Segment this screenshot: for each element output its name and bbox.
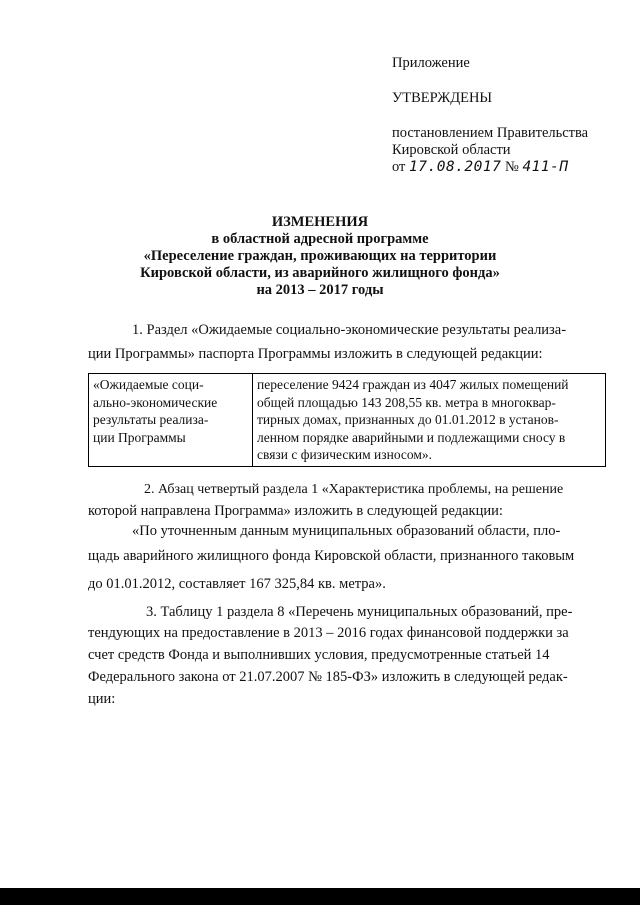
cell-line: переселение 9424 граждан из 4047 жилых помещений <box>257 377 569 392</box>
item-2-line-1: 2. Абзац четвертый раздела 1 «Характеристика проблемы, на решение <box>144 482 564 497</box>
cell-line: тирных домах, признанных до 01.01.2012 в установ- <box>257 412 559 427</box>
decree-date-line <box>392 159 569 176</box>
doc-title: ИЗМЕНЕНИЯ <box>271 214 369 230</box>
item-2-quote-line-2: щадь аварийного жилищного фонда Кировской области, признанного таковым <box>88 548 575 564</box>
approved-label: УТВЕРЖДЕНЫ <box>392 90 493 106</box>
decree-number-sign: № <box>504 159 519 175</box>
decree-prefix: от <box>392 159 406 175</box>
item-3-line-5: ции: <box>88 691 116 707</box>
results-table <box>88 373 606 467</box>
item-1-line-2: ции Программы» паспорта Программы изложить в следующей редакции: <box>88 346 543 362</box>
item-2-quote-line-3: до 01.01.2012, составляет 167 325,84 кв. метра». <box>88 576 386 592</box>
cell-line: общей площадью 143 208,55 кв. метра в многоквар- <box>257 394 556 410</box>
cell-line: ленном порядке аварийными и подлежащими сносу в <box>257 429 566 445</box>
appendix-label: Приложение <box>392 55 470 71</box>
cell-line: связи с физическим износом». <box>257 447 433 462</box>
decree-line-1: постановлением Правительства <box>392 125 589 141</box>
item-3-line-3: счет средств Фонда и выполнивших условия, предусмотренные статьей 14 <box>88 647 550 663</box>
cell-line: ально-экономические <box>93 394 218 410</box>
decree-number: 411-П <box>522 159 569 175</box>
cell-line: «Ожидаемые соци- <box>93 377 204 392</box>
doc-subtitle-4: на 2013 – 2017 годы <box>256 282 384 298</box>
item-3-line-1: 3. Таблицу 1 раздела 8 «Перечень муниципальных образований, пре- <box>146 604 573 620</box>
table-cell-value <box>253 374 606 467</box>
doc-subtitle-1: в областной адресной программе <box>211 231 429 247</box>
item-2-line-2: которой направлена Программа» изложить в следующей редакции: <box>88 503 503 519</box>
decree-line-2: Кировской области <box>392 142 511 158</box>
item-3-line-4: Федерального закона от 21.07.2007 № 185-ФЗ» изложить в следующей редак- <box>88 669 568 685</box>
table-cell-label <box>89 374 253 467</box>
item-2-quote-line-1: «По уточненным данным муниципальных образований области, пло- <box>132 523 561 539</box>
table-row <box>89 374 606 467</box>
cell-line: ции Программы <box>93 429 186 445</box>
item-3-line-2: тендующих на предоставление в 2013 – 2016 годах финансовой поддержки за <box>88 625 569 641</box>
item-1-line-1: 1. Раздел «Ожидаемые социально-экономические результаты реализа- <box>132 322 567 338</box>
scan-bottom-edge <box>0 888 640 905</box>
doc-subtitle-2: «Переселение граждан, проживающих на территории <box>143 248 497 264</box>
decree-date: 17.08.2017 <box>409 159 502 175</box>
doc-subtitle-3: Кировской области, из аварийного жилищного фонда» <box>140 265 500 281</box>
cell-line: результаты реализа- <box>93 412 209 427</box>
